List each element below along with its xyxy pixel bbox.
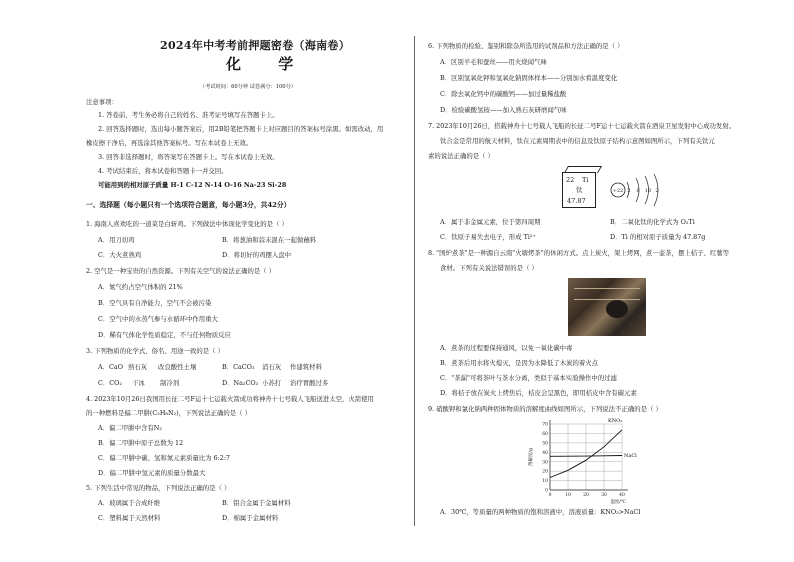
element-symbol: Ti — [582, 176, 589, 184]
note-3: 3. 回答非选择题时，将答案写在答题卡上。写在本试卷上无效。 — [98, 153, 279, 161]
q6-option-a: A．区别羊毛和蚕丝——用火烧闻气味 — [440, 58, 547, 66]
q1-option-a: A．用刀切鸡 — [98, 236, 135, 244]
shell-electrons-4: 2 — [655, 188, 659, 194]
q5-option-a: A．玻璃属于合成纤维 — [98, 499, 161, 507]
solubility-chart — [522, 414, 652, 506]
q8-line2: 食材。下列有关说法错误的是（ ） — [440, 264, 538, 272]
q6-option-c: C．除去氧化钙中的碳酸钙——加过量稀盐酸 — [440, 90, 567, 98]
q7-option-c: C．钛原子易失去电子，形成 Ti²⁺ — [440, 233, 536, 241]
shell-electrons-1: 2 — [627, 188, 631, 194]
y-tick-label: 50 — [542, 441, 548, 447]
right-column — [414, 0, 794, 562]
note-2: 2. 回答选择题时，选出每小题答案后，用2B铅笔把答题卡上对应题目的答案标号涂黑。如需改动，用 — [98, 125, 384, 133]
q3-c-use: 制冷剂 — [160, 379, 180, 387]
element-name: 钛 — [576, 186, 583, 194]
q3-b-formula: B．CaCO₃ — [222, 363, 255, 371]
q1-option-d: D．将切好的鸡摆入盘中 — [222, 251, 292, 259]
q8-option-b: B．煮茶后用水将火熄灭，是因为水降低了木炭的着火点 — [440, 359, 599, 367]
note-1: 1. 答卷前，考生务必将自己的姓名、准考证号填写在答题卡上。 — [98, 111, 279, 119]
q1-option-c: C．大火煮熟鸡 — [98, 251, 142, 259]
q8-option-a: A．煮茶的过程要保持通风，以免一氧化碳中毒 — [440, 344, 573, 352]
q9-option-a: A．30℃，等质量的两种物质的饱和溶液中，溶液质量：KNO₃>NaCl — [440, 508, 641, 516]
q4-stem-line1: 4. 2023年10月26日我国用长征二号F运十七运载火箭成功将神舟十七号载人飞船送进太空，火箭使用 — [86, 395, 374, 403]
q2-option-a: A．氮气约占空气体积的 21% — [98, 283, 183, 291]
grill-shape — [574, 288, 640, 300]
titanium-atom-diagram — [610, 170, 666, 210]
q3-c-name: 干冰 — [132, 379, 145, 387]
x-tick-label: 20 — [583, 493, 589, 498]
q5-stem: 5. 下列生活中常见的物品，下列说法正确的是（ ） — [86, 484, 231, 492]
q7-option-a: A．属于非金属元素，位于第四周期 — [440, 218, 541, 226]
note-2b: 橡皮擦干净后，再选涂其他答案标号。写在本试卷上无效。 — [86, 139, 253, 147]
q8-option-c: C．"茶漏"可将茶叶与茶水分离，类似于基本实验操作中的过滤 — [440, 374, 617, 382]
q7-line3: 素的说法正确的是（ ） — [428, 152, 494, 160]
q9-stem: 9. 硝酸钾和氯化钠两种固体物质的溶解度曲线如图所示，下列说法不正确的是（ ） — [428, 405, 662, 413]
subject-title: 化 学 — [226, 55, 310, 73]
y-tick-label: 70 — [542, 422, 548, 428]
tea-brewing-photo — [568, 278, 646, 336]
element-mass: 47.87 — [567, 197, 586, 205]
q5-option-b: B．铝合金属于金属材料 — [222, 499, 291, 507]
exam-title: 2024年中考考前押题密卷（海南卷） — [160, 39, 351, 52]
q4-stem-line2: 的一种燃料是偏二甲肼(C₂H₈N₂)，下列说法正确的是（ ） — [86, 409, 251, 417]
exam-meta: （考试时间：60分钟 试卷满分：100分） — [200, 84, 296, 90]
q3-d-formula: D．Na₂CO₃ — [222, 379, 259, 387]
y-tick-label: 0 — [545, 488, 548, 494]
q4-option-a: A．偏二甲肼中含有N₂ — [98, 424, 162, 432]
q3-d-name: 小苏打 — [262, 379, 282, 387]
x-tick-label: 0 — [548, 493, 552, 498]
q1-stem: 1. 海南人喜欢吃的一道菜是白斩鸡。下列做法中体现化学变化的是（ ） — [86, 220, 288, 228]
q4-option-c: C．偏二甲肼中碳、氢和氮元素质量比为 6:2:7 — [98, 454, 231, 462]
x-tick-label: 40 — [619, 493, 625, 498]
q2-stem: 2. 空气是一种宝贵的自然资源。下列有关空气的说法正确的是（ ） — [86, 267, 276, 275]
shell-electrons-3: 10 — [644, 188, 652, 194]
q8-option-d: D．将桔子放在炭火上烤焦后，桔皮会呈黑色，即用桔皮中含有碳元素 — [440, 389, 637, 397]
x-tick-label: 30 — [601, 493, 607, 498]
series-label: KNO₃ — [608, 418, 623, 424]
atomic-masses: 可能用到的相对原子质量 H-1 C-12 N-14 O-16 Na-23 Si-28 — [98, 181, 287, 189]
nucleus-charge: +22 — [612, 188, 624, 194]
x-tick-label: 10 — [565, 493, 571, 498]
q6-option-d: D．检验碳酸氢铵——加入熟石灰研磨闻气味 — [440, 106, 567, 114]
section-1-heading: 一、选择题（每小题只有一个选项符合题意，每小题3分，共42分） — [86, 201, 291, 209]
element-number: 22 — [566, 176, 575, 184]
element-cell-top — [564, 166, 602, 173]
q7-line2: 钛合金是常用的航天材料，钛在元素周期表中的信息及钛原子结构示意图如图所示，下列有关钛元 — [440, 137, 715, 145]
q6-stem: 6. 下列物质的检验、鉴别和除杂所选用的试剂品和方法正确的是（ ） — [428, 42, 624, 50]
q2-option-b: B．空气具有自净能力，空气不会被污染 — [98, 299, 212, 307]
q3-b-use: 作建筑材料 — [290, 363, 322, 371]
y-tick-label: 40 — [542, 450, 548, 456]
q8-line1: 8. "国炉煮茶"是一种源自云南"火塘烤茶"的休闲方式。点上炭火，架上烤网，煮一壶茶，摆上桔子、红薯等 — [428, 249, 730, 257]
q4-option-d: D．偏二甲肼中氢元素的质量分数最大 — [98, 469, 206, 477]
y-tick-label: 30 — [542, 460, 548, 466]
x-axis-label: 温度/℃ — [610, 500, 626, 505]
titanium-element-cell — [562, 172, 596, 208]
q7-option-b: B．二氧化钛的化学式为 O₂Ti — [610, 218, 695, 226]
q5-option-d: D．棉属于金属材料 — [222, 514, 279, 522]
q3-c-formula: C．CO₂ — [98, 379, 122, 387]
q3-a-use: 改良酸性土壤 — [158, 363, 197, 371]
q3-a-name: 熟石灰 — [128, 363, 148, 371]
q2-option-d: D．稀有气体化学性质稳定，不与任何物质反应 — [98, 331, 231, 339]
note-4: 4. 考试结束后，将本试卷和答题卡一并交回。 — [98, 167, 228, 175]
shell-electrons-2: 8 — [636, 188, 640, 194]
q3-a-formula: A．CaO — [98, 363, 123, 371]
q7-line1: 7. 2023年10月26日，搭载神舟十七号载人飞船的长征二号F运十七运载火箭在酒泉卫星发射中心成功发射。 — [428, 122, 736, 130]
q3-b-name: 消石灰 — [262, 363, 282, 371]
y-tick-label: 20 — [542, 469, 548, 475]
y-tick-label: 10 — [542, 479, 548, 485]
q2-option-c: C．空气中的水蒸气参与水循环中作用重大 — [98, 315, 218, 323]
q7-option-d: D．Ti 的相对原子质量为 47.87g — [610, 233, 706, 241]
series-label: NaCl — [624, 452, 637, 459]
q3-stem: 3. 下列物质的化学式、俗名、用途一致的是（ ） — [86, 347, 224, 355]
q6-option-b: B．区别氢氧化钾和氢氧化钠固体样本——分别加水看温度变化 — [440, 74, 618, 82]
kettle-shape — [606, 300, 628, 318]
q1-option-b: B．将葱油和蒜末混在一起做蘸料 — [222, 236, 317, 244]
q5-option-c: C．塑料属于天然材料 — [98, 514, 161, 522]
q3-d-use: 治疗胃酸过多 — [290, 379, 329, 387]
q4-option-b: B．偏二甲肼中原子总数为 12 — [98, 439, 184, 447]
notes-heading: 注意事项： — [86, 98, 118, 106]
y-axis-label: 溶解度/g — [529, 448, 534, 466]
y-tick-label: 60 — [542, 432, 548, 438]
